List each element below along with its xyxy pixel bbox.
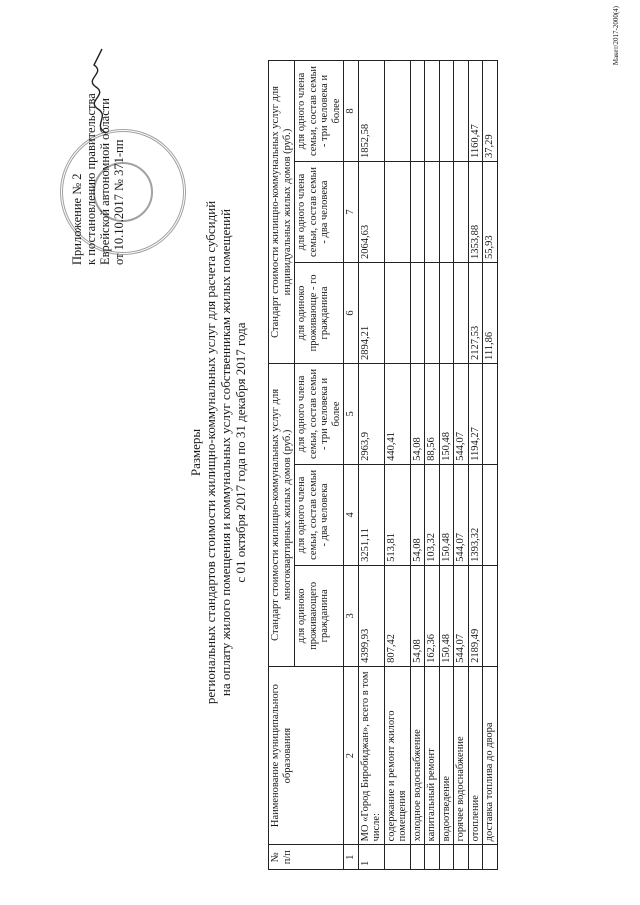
header-name: Наименование муниципального образования (269, 666, 344, 845)
header-single: для одиноко проживающего гражданина (295, 565, 344, 666)
row-name: горячее водоснабжение (454, 666, 469, 845)
cell-three-ind (425, 61, 440, 162)
row-num (468, 845, 483, 870)
cell-three (483, 363, 498, 464)
table-row (358, 61, 384, 870)
cell-three-ind: 1160,47 (468, 61, 483, 162)
cell-two-ind: 2064,63 (358, 162, 384, 263)
cell-two-ind (425, 162, 440, 263)
cell-two-ind: 1353,88 (468, 162, 483, 263)
table-row (425, 61, 440, 870)
cell-three-ind (454, 61, 469, 162)
cell-two-ind (454, 162, 469, 263)
cell-single-ind: 111,86 (483, 262, 498, 363)
cell-single-ind (410, 262, 425, 363)
cell-single: 4399,93 (358, 565, 384, 666)
header-single-ind: для одиноко проживающе - го гражданина (295, 262, 344, 363)
cell-two: 103,32 (425, 464, 440, 565)
row-num (483, 845, 498, 870)
row-num (425, 845, 440, 870)
cell-two: 150,48 (439, 464, 454, 565)
col-number: 7 (344, 162, 359, 263)
table-row (384, 61, 410, 870)
col-number: 5 (344, 363, 359, 464)
row-name: водоотведение (439, 666, 454, 845)
cell-three-ind: 1852,58 (358, 61, 384, 162)
row-num (454, 845, 469, 870)
header-three-ind: для одного члена семьи, состав семьи - три человека и более (295, 61, 344, 162)
column-number-row (344, 61, 359, 870)
cell-three: 88,56 (425, 363, 440, 464)
cell-two: 1393,32 (468, 464, 483, 565)
cell-single-ind: 2894,21 (358, 262, 384, 363)
cell-two: 3251,11 (358, 464, 384, 565)
cell-single: 54,08 (410, 565, 425, 666)
appendix-line-4: от 10.10.2017 № 371-пп (112, 139, 126, 265)
cell-two-ind (439, 162, 454, 263)
header-two: для одного члена семьи, состав семьи - два человека (295, 464, 344, 565)
table-row (439, 61, 454, 870)
cell-three-ind (439, 61, 454, 162)
table-row (454, 61, 469, 870)
signature (88, 45, 112, 135)
row-name: отопление (468, 666, 483, 845)
standards-table (268, 60, 498, 870)
row-name: содержание и ремонт жилого помещения (384, 666, 410, 845)
appendix-line-2: к постановлению правительства (84, 93, 98, 265)
cell-three: 54,08 (410, 363, 425, 464)
cell-single (483, 565, 498, 666)
footer-code: Макет/2017-2000(4) (612, 6, 620, 66)
header-two-ind: для одного члена семьи, состав семьи - два человека (295, 162, 344, 263)
col-number: 4 (344, 464, 359, 565)
row-name: доставка топлива до двора (483, 666, 498, 845)
title-line-2: региональных стандартов стоимости жилищно-коммунальных услуг для расчета субсидий (203, 200, 218, 705)
cell-single-ind (425, 262, 440, 363)
cell-three-ind (384, 61, 410, 162)
col-number: 6 (344, 262, 359, 363)
header-row-groups (269, 61, 295, 870)
header-three: для одного члена семьи, состав семьи - три человека и более (295, 363, 344, 464)
cell-two: 513,81 (384, 464, 410, 565)
cell-three: 2963,9 (358, 363, 384, 464)
cell-single: 2189,49 (468, 565, 483, 666)
cell-single-ind: 2127,53 (468, 262, 483, 363)
title-line-1: Размеры (188, 428, 203, 477)
cell-single: 807,42 (384, 565, 410, 666)
table-row (468, 61, 483, 870)
cell-three: 150,48 (439, 363, 454, 464)
cell-two: 54,08 (410, 464, 425, 565)
cell-two (483, 464, 498, 565)
cell-two: 544,07 (454, 464, 469, 565)
row-num: 1 (358, 845, 384, 870)
cell-single: 150,48 (439, 565, 454, 666)
row-num (439, 845, 454, 870)
cell-single-ind (384, 262, 410, 363)
document-title (188, 0, 248, 905)
row-name: холодное водоснабжение (410, 666, 425, 845)
cell-three-ind (410, 61, 425, 162)
row-name: капитальный ремонт (425, 666, 440, 845)
cell-three: 1194,27 (468, 363, 483, 464)
header-num: № п/п (269, 845, 344, 870)
appendix-line-3: Еврейской автономной области (98, 98, 112, 265)
cell-single: 162,36 (425, 565, 440, 666)
cell-three-ind: 37,29 (483, 61, 498, 162)
cell-single-ind (439, 262, 454, 363)
col-number: 3 (344, 565, 359, 666)
cell-three: 440,41 (384, 363, 410, 464)
header-group-mkd: Стандарт стоимости жилищно-коммунальных услуг для многоквартирных жилых домов (руб.) (269, 363, 295, 666)
row-name: МО «Город Биробиджан», всего в том числе: (358, 666, 384, 845)
cell-two-ind: 55,93 (483, 162, 498, 263)
title-line-3: на оплату жилого помещения и коммунальных услуг собственникам жилых помещений (218, 208, 233, 697)
cell-single: 544,07 (454, 565, 469, 666)
table-row (483, 61, 498, 870)
cell-two-ind (410, 162, 425, 263)
col-number: 2 (344, 666, 359, 845)
row-num (410, 845, 425, 870)
cell-two-ind (384, 162, 410, 263)
table-row (410, 61, 425, 870)
col-number: 8 (344, 61, 359, 162)
cell-three: 544,07 (454, 363, 469, 464)
cell-single-ind (454, 262, 469, 363)
col-number: 1 (344, 845, 359, 870)
row-num (384, 845, 410, 870)
header-group-ind: Стандарт стоимости жилищно-коммунальных услуг для индивидуальных жилых домов (руб.) (269, 61, 295, 364)
title-line-4: с 01 октября 2017 года по 31 декабря 2017 года (233, 322, 248, 583)
appendix-line-1: Приложение № 2 (70, 173, 84, 265)
